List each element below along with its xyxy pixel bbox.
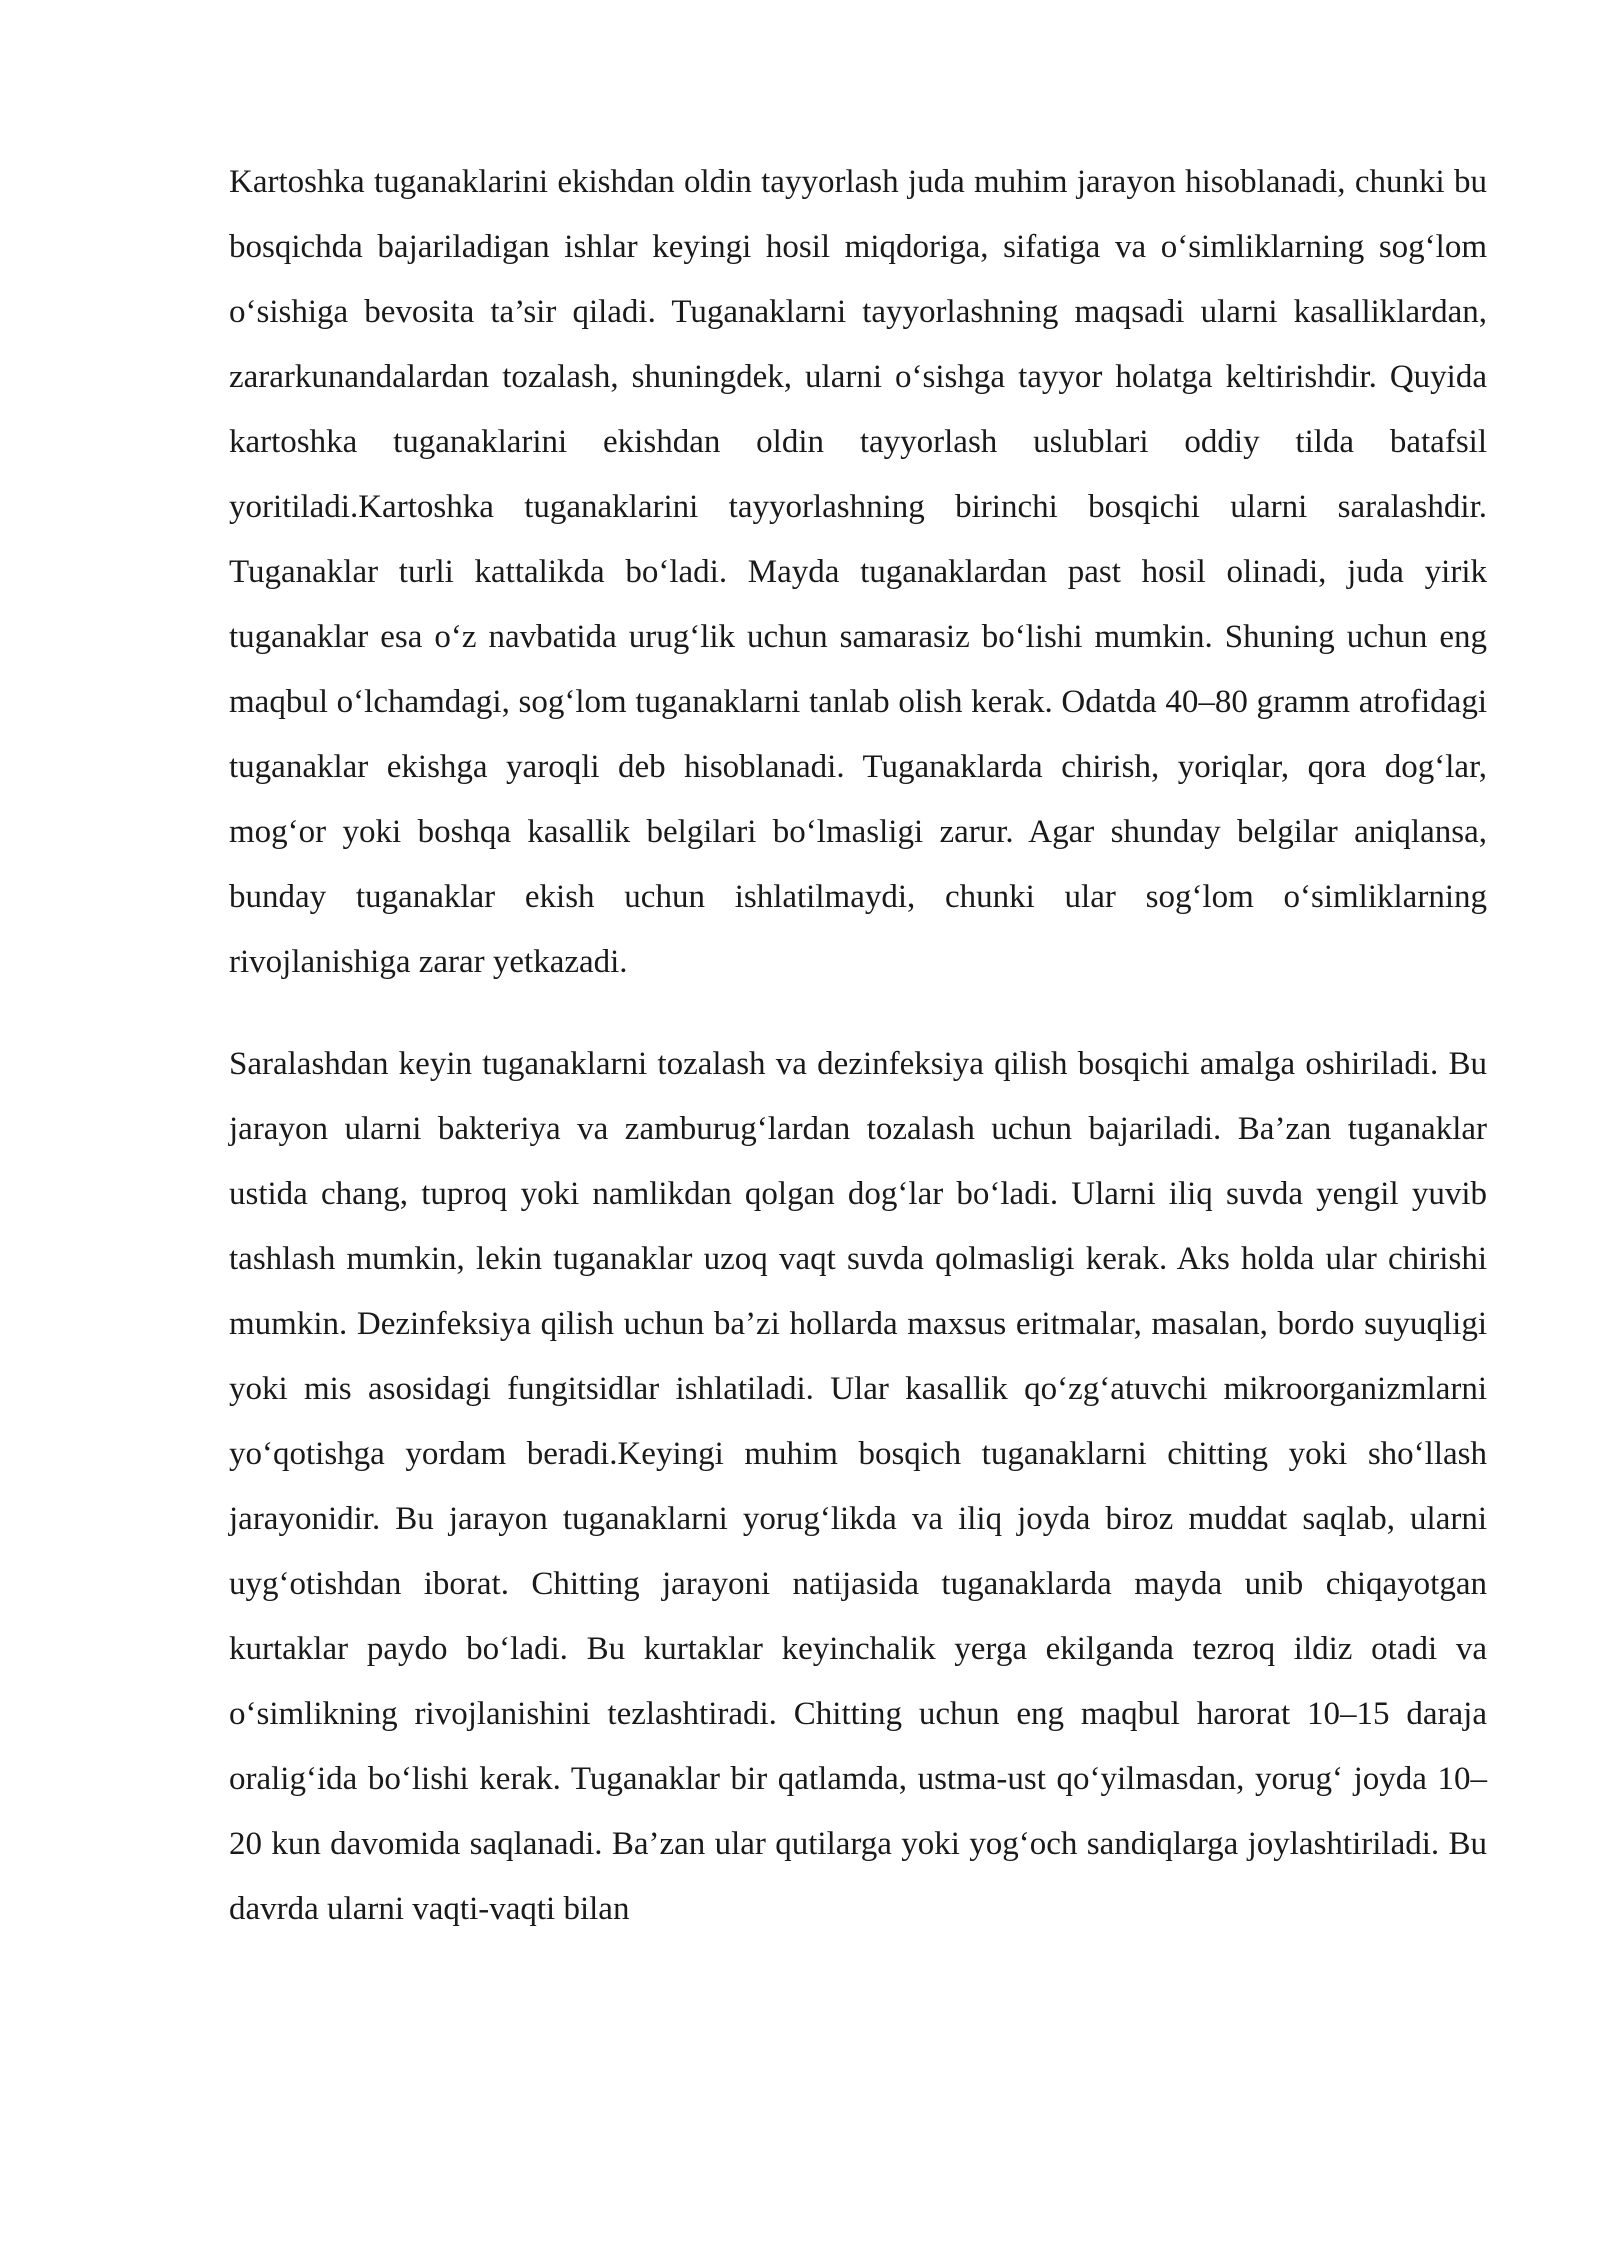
paragraph-1: Kartoshka tuganaklarini ekishdan oldin tayyorlash juda muhim jarayon hisoblanadi, chunki bu bosqichda bajariladigan ishlar keyingi hosil miqdoriga, sifatiga va o‘simliklarning sog‘lom o‘sishiga bevosita ta’sir qiladi. Tuganaklarni tayyorlashning maqsadi ularni kasalliklardan, zararkunandalardan tozalash, shuningdek, ularni o‘sishga tayyor holatga keltirishdir. Quyida kartoshka tuganaklarini ekishdan oldin tayyorlash uslublari oddiy tilda batafsil yoritiladi.Kartoshka tuganaklarini tayyorlashning birinchi bosqichi ularni saralashdir. Tuganaklar turli kattalikda bo‘ladi. Mayda tuganaklardan past hosil olinadi, juda yirik tuganaklar esa o‘z navbatida urug‘lik uchun samarasiz bo‘lishi mumkin. Shuning uchun eng maqbul o‘lchamdagi, sog‘lom tuganaklarni tanlab olish kerak. Odatda 40–80 gramm atrofidagi tuganaklar ekishga yaroqli deb hisoblanadi. Tuganaklarda chirish, yoriqlar, qora dog‘lar, mog‘or yoki boshqa kasallik belgilari bo‘lmasligi zarur. Agar shunday belgilar aniqlansa, bunday tuganaklar ekish uchun ishlatilmaydi, chunki ular sog‘lom o‘simliklarning rivojlanishiga zarar yetkazadi. [229,164,1487,980]
document-body [229,150,1487,1942]
paragraph-2: Saralashdan keyin tuganaklarni tozalash va dezinfeksiya qilish bosqichi amalga oshiriladi. Bu jarayon ularni bakteriya va zamburug‘lardan tozalash uchun bajariladi. Ba’zan tuganaklar ustida chang, tuproq yoki namlikdan qolgan dog‘lar bo‘ladi. Ularni iliq suvda yengil yuvib tashlash mumkin, lekin tuganaklar uzoq vaqt suvda qolmasligi kerak. Aks holda ular chirishi mumkin. Dezinfeksiya qilish uchun ba’zi hollarda maxsus eritmalar, masalan, bordo suyuqligi yoki mis asosidagi fungitsidlar ishlatiladi. Ular kasallik qo‘zg‘atuvchi mikroorganizmlarni yo‘qotishga yordam beradi.Keyingi muhim bosqich tuganaklarni chitting yoki sho‘llash jarayonidir. Bu jarayon tuganaklarni yorug‘likda va iliq joyda biroz muddat saqlab, ularni uyg‘otishdan iborat. Chitting jarayoni natijasida tuganaklarda mayda unib chiqayotgan kurtaklar paydo bo‘ladi. Bu kurtaklar keyinchalik yerga ekilganda tezroq ildiz otadi va o‘simlikning rivojlanishini tezlashtiradi. Chitting uchun eng maqbul harorat 10–15 daraja oralig‘ida bo‘lishi kerak. Tuganaklar bir qatlamda, ustma-ust qo‘yilmasdan, yorug‘ joyda 10–20 kun davomida saqlanadi. Ba’zan ular qutilarga yoki yog‘och sandiqlarga joylashtiriladi. Bu davrda ularni vaqti-vaqti bilan [229,1046,1487,1927]
